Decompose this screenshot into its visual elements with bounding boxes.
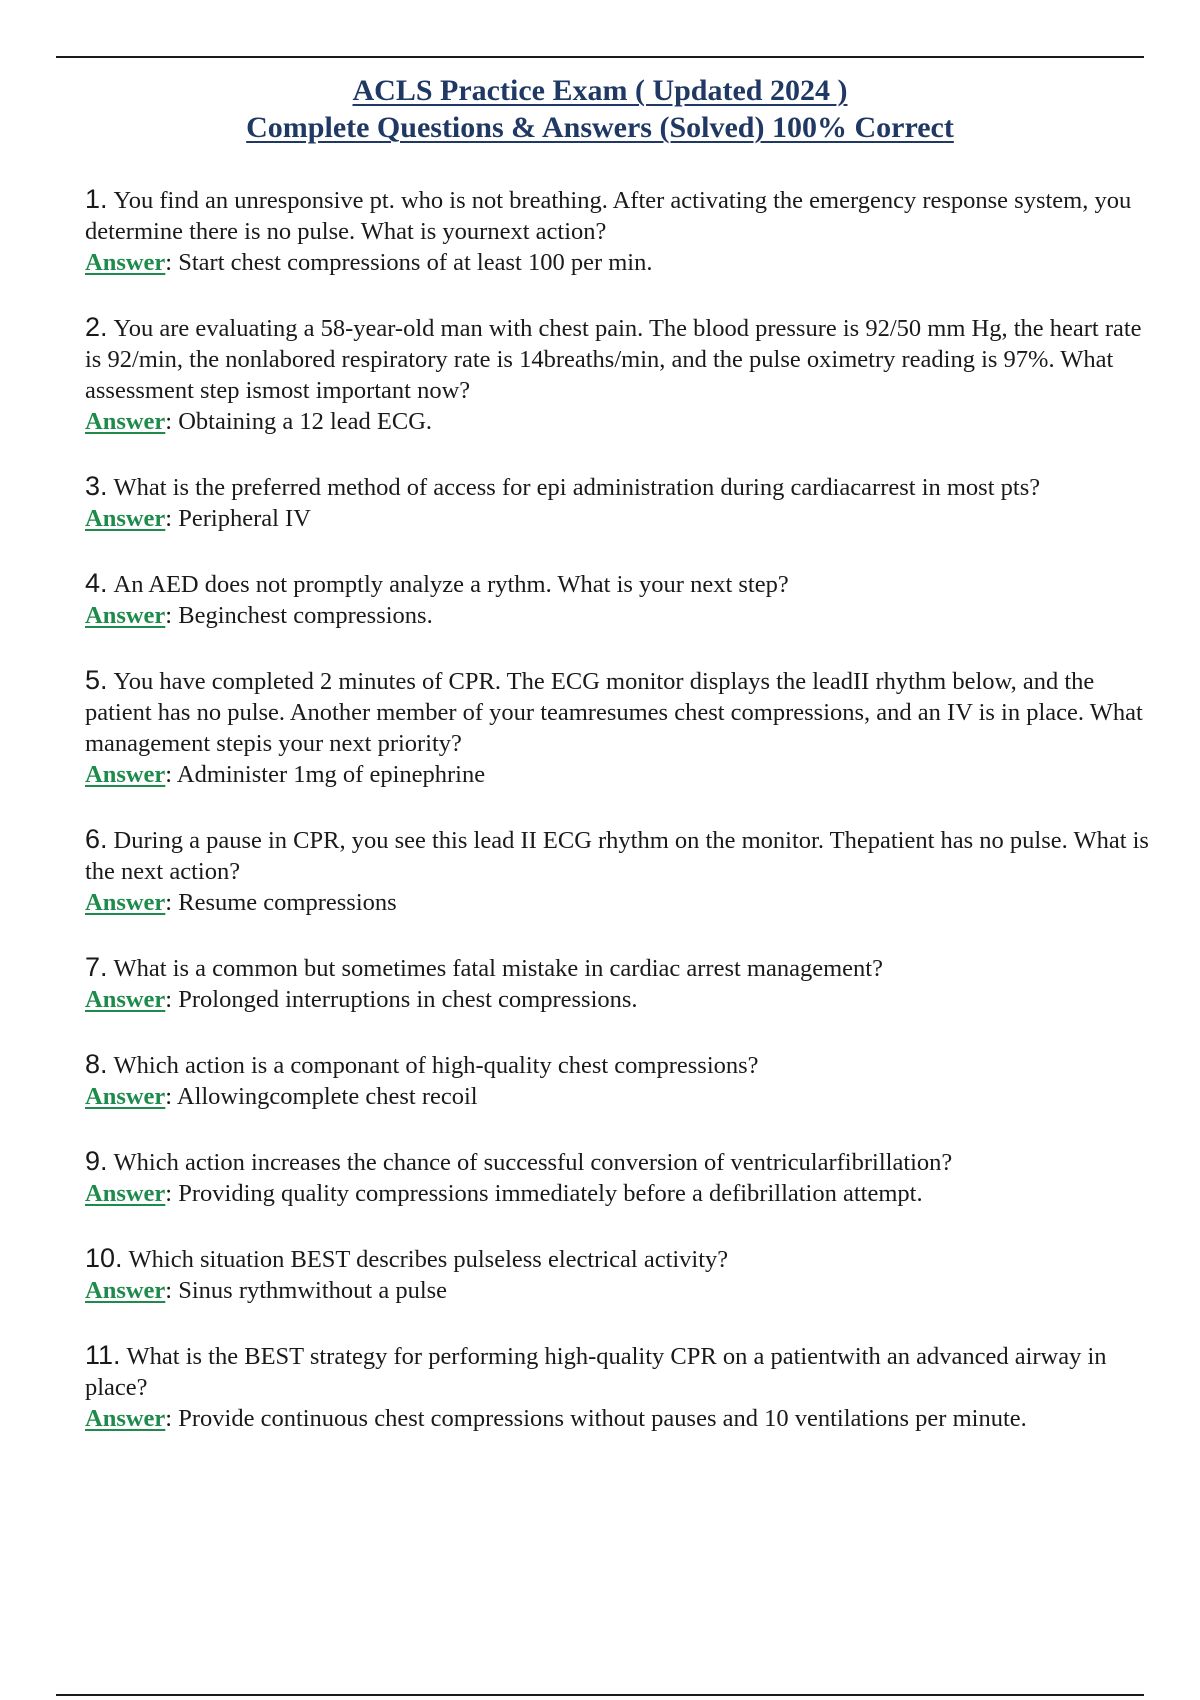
question-body: Which action increases the chance of successful conversion of ventricularfibrillation? (113, 1149, 953, 1176)
question-number: 7. (85, 952, 108, 982)
answer-label: Answer (85, 1083, 166, 1110)
question-number: 11. (85, 1340, 121, 1370)
question-body: What is the preferred method of access for epi administration during cardiacarrest in most pts? (113, 474, 1041, 501)
title-line-1: ACLS Practice Exam ( Updated 2024 ) (352, 74, 848, 107)
answer-label: Answer (85, 1180, 166, 1207)
question-text (85, 1049, 1155, 1081)
answer-text (85, 1275, 1155, 1306)
question-text (85, 1146, 1155, 1178)
qa-item (85, 1146, 1155, 1209)
question-number: 5. (85, 665, 108, 695)
top-rule (56, 56, 1144, 58)
answer-text (85, 887, 1155, 918)
answer-label: Answer (85, 761, 166, 788)
question-body: Which action is a componant of high-quality chest compressions? (113, 1052, 759, 1079)
answer-label: Answer (85, 408, 166, 435)
qa-item (85, 665, 1155, 790)
answer-text (85, 1081, 1155, 1112)
answer-label: Answer (85, 1405, 166, 1432)
answer-body: : Providing quality compressions immediately before a defibrillation attempt. (165, 1180, 923, 1207)
question-number: 6. (85, 824, 108, 854)
answer-body: : Sinus rythmwithout a pulse (165, 1277, 448, 1304)
answer-body: : Obtaining a 12 lead ECG. (165, 408, 433, 435)
answer-text (85, 1403, 1155, 1434)
question-text (85, 952, 1155, 984)
question-number: 1. (85, 184, 108, 214)
question-body: You have completed 2 minutes of CPR. The ECG monitor displays the leadII rhythm below, and the patient has no pulse. Another member of your teamresumes chest compressions, and an IV is in place. What management stepis your next priority? (85, 668, 1143, 757)
question-number: 8. (85, 1049, 108, 1079)
qa-item (85, 312, 1155, 437)
question-body: You find an unresponsive pt. who is not breathing. After activating the emergency response system, you determine there is no pulse. What is yournext action? (85, 187, 1132, 245)
qa-item (85, 1049, 1155, 1112)
question-text (85, 471, 1155, 503)
answer-label: Answer (85, 889, 166, 916)
question-body: An AED does not promptly analyze a rythm. What is your next step? (113, 571, 789, 598)
qa-item (85, 184, 1155, 278)
answer-body: : Start chest compressions of at least 100 per min. (165, 249, 653, 276)
question-text (85, 824, 1155, 887)
question-body: What is a common but sometimes fatal mistake in cardiac arrest management? (113, 955, 883, 982)
qa-item (85, 568, 1155, 631)
title-line-2: Complete Questions & Answers (Solved) 100% Correct (246, 111, 954, 144)
question-body: You are evaluating a 58-year-old man with chest pain. The blood pressure is 92/50 mm Hg, the heart rate is 92/min, the nonlabored respiratory rate is 14breaths/min, and the pulse oximetry reading is 97%. What assessment step ismost important now? (85, 315, 1142, 404)
question-number: 3. (85, 471, 108, 501)
answer-body: : Prolonged interruptions in chest compressions. (165, 986, 638, 1013)
answer-body: : Administer 1mg of epinephrine (165, 761, 486, 788)
answer-text (85, 503, 1155, 534)
qa-item (85, 471, 1155, 534)
answer-body: : Resume compressions (165, 889, 397, 916)
question-text (85, 312, 1155, 406)
qa-list (85, 184, 1155, 1468)
answer-label: Answer (85, 249, 166, 276)
answer-text (85, 600, 1155, 631)
question-number: 4. (85, 568, 108, 598)
answer-body: : Peripheral IV (165, 505, 311, 532)
answer-label: Answer (85, 1277, 166, 1304)
answer-body: : Allowingcomplete chest recoil (165, 1083, 478, 1110)
question-body: During a pause in CPR, you see this lead II ECG rhythm on the monitor. Thepatient has no pulse. What is the next action? (85, 827, 1149, 885)
question-body: Which situation BEST describes pulseless electrical activity? (128, 1246, 729, 1273)
answer-text (85, 247, 1155, 278)
question-text (85, 1340, 1155, 1403)
answer-text (85, 1178, 1155, 1209)
answer-text (85, 406, 1155, 437)
qa-item (85, 952, 1155, 1015)
question-number: 2. (85, 312, 108, 342)
question-text (85, 665, 1155, 759)
answer-label: Answer (85, 505, 166, 532)
answer-text (85, 984, 1155, 1015)
document-title (0, 72, 1200, 146)
question-text (85, 1243, 1155, 1275)
question-number: 10. (85, 1243, 123, 1273)
answer-label: Answer (85, 602, 166, 629)
qa-item (85, 1340, 1155, 1434)
question-body: What is the BEST strategy for performing high-quality CPR on a patientwith an advanced airway in place? (85, 1343, 1107, 1401)
answer-body: : Provide continuous chest compressions without pauses and 10 ventilations per minute. (165, 1405, 1027, 1432)
answer-body: : Beginchest compressions. (165, 602, 433, 629)
qa-item (85, 824, 1155, 918)
question-text (85, 568, 1155, 600)
question-number: 9. (85, 1146, 108, 1176)
answer-text (85, 759, 1155, 790)
qa-item (85, 1243, 1155, 1306)
question-text (85, 184, 1155, 247)
answer-label: Answer (85, 986, 166, 1013)
bottom-rule (56, 1694, 1144, 1696)
